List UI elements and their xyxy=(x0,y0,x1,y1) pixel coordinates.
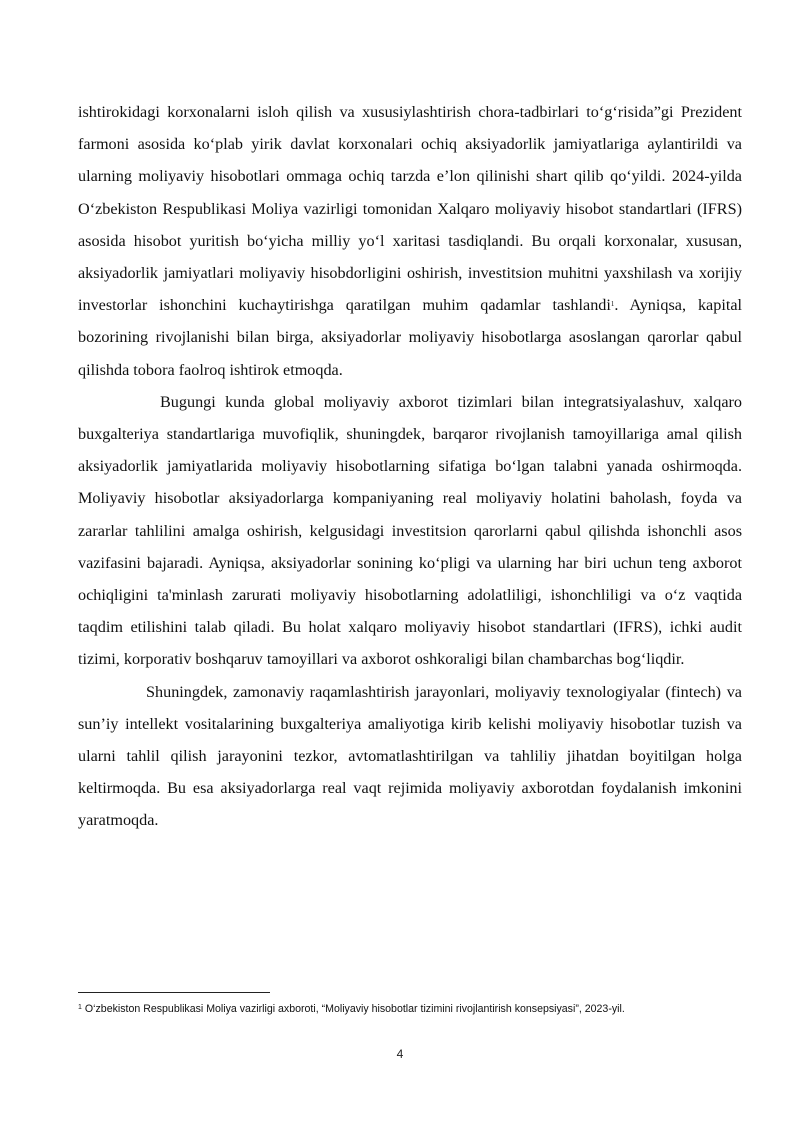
paragraph-1 xyxy=(78,96,742,386)
paragraph-1-text-continued: . Ayniqsa, kapital bozorining rivojlanishi bilan birga, aksiyadorlar moliyaviy hisobotlarga asoslangan qarorlar qabul qilishda tobora faolroq ishtirok etmoqda. xyxy=(78,296,742,379)
paragraph-3: Shuningdek, zamonaviy raqamlashtirish jarayonlari, moliyaviy texnologiyalar (fintech) va sun’iy intellekt vositalarining buxgalteriya amaliyotiga kirib kelishi moliyaviy hisobotlar tuzish va ularni tahlil qilish jarayonini tezkor, avtomatlashtirilgan va tahliliy jihatdan boyitilgan holga keltirmoqda. Bu esa aksiyadorlarga real vaqt rejimida moliyaviy axborotdan foydalanish imkonini yaratmoqda. xyxy=(78,682,742,830)
paragraph-2: Bugungi kunda global moliyaviy axborot tizimlari bilan integratsiyalashuv, xalqaro buxgalteriya standartlariga muvofiqlik, shuningdek, barqaror rivojlanish tamoyillariga amal qilish aksiyadorlik jamiyatlarida moliyaviy hisobotlarning sifatiga bo‘lgan talabni yanada oshirmoqda. Moliyaviy hisobotlar aksiyadorlarga kompaniyaning real moliyaviy holatini baholash, foyda va zararlar tahlilini amalga oshirish, kelgusidagi investitsion qarorlarni qabul qilishda ishonchli asos vazifasini bajaradi. Ayniqsa, aksiyadorlar sonining ko‘pligi va ularning har biri uchun teng axborot ochiqligini ta'minlash zarurati moliyaviy hisobotlarning adolatliligi, ishonchliligi va o‘z vaqtida taqdim etilishini talab qiladi. Bu holat xalqaro moliyaviy hisobot standartlari (IFRS), ichki audit tizimi, korporativ boshqaruv tamoyillari va axborot oshkoraligi bilan chambarchas bog‘liqdir. xyxy=(78,392,742,669)
paragraph-1-text: ishtirokidagi korxonalarni isloh qilish va xususiylashtirish chora-tadbirlari to‘g‘risida”gi Prezident farmoni asosida ko‘plab yirik davlat korxonalari ochiq aksiyadorlik jamiyatlariga aylantirildi va ularning moliyaviy hisobotlari ommaga ochiq tarzda e’lon qilinishi shart qilib qo‘yildi. 2024-yilda O‘zbekiston Respublikasi Moliya vazirligi tomonidan Xalqaro moliyaviy hisobot standartlari (IFRS) asosida hisobot yuritish bo‘yicha milliy yo‘l xaritasi tasdiqlandi. Bu orqali korxonalar, xususan, aksiyadorlik jamiyatlari moliyaviy hisobdorligini oshirish, investitsion muhitni yaxshilash va xorijiy investorlar ishonchini kuchaytirishga qaratilgan muhim qadamlar tashlandi xyxy=(78,103,742,315)
footnote xyxy=(78,1002,742,1016)
footnote-separator xyxy=(78,992,270,993)
footnote-number: 1 xyxy=(78,1004,82,1011)
footnote-text: O‘zbekiston Respublikasi Moliya vazirligi axboroti, “Moliyaviy hisobotlar tizimini rivojlantirish konsepsiyasi”, 2023-yil. xyxy=(84,1003,625,1015)
footnote-reference[interactable]: 1 xyxy=(610,300,615,309)
body-text xyxy=(78,96,742,837)
page-number: 4 xyxy=(396,1047,404,1061)
